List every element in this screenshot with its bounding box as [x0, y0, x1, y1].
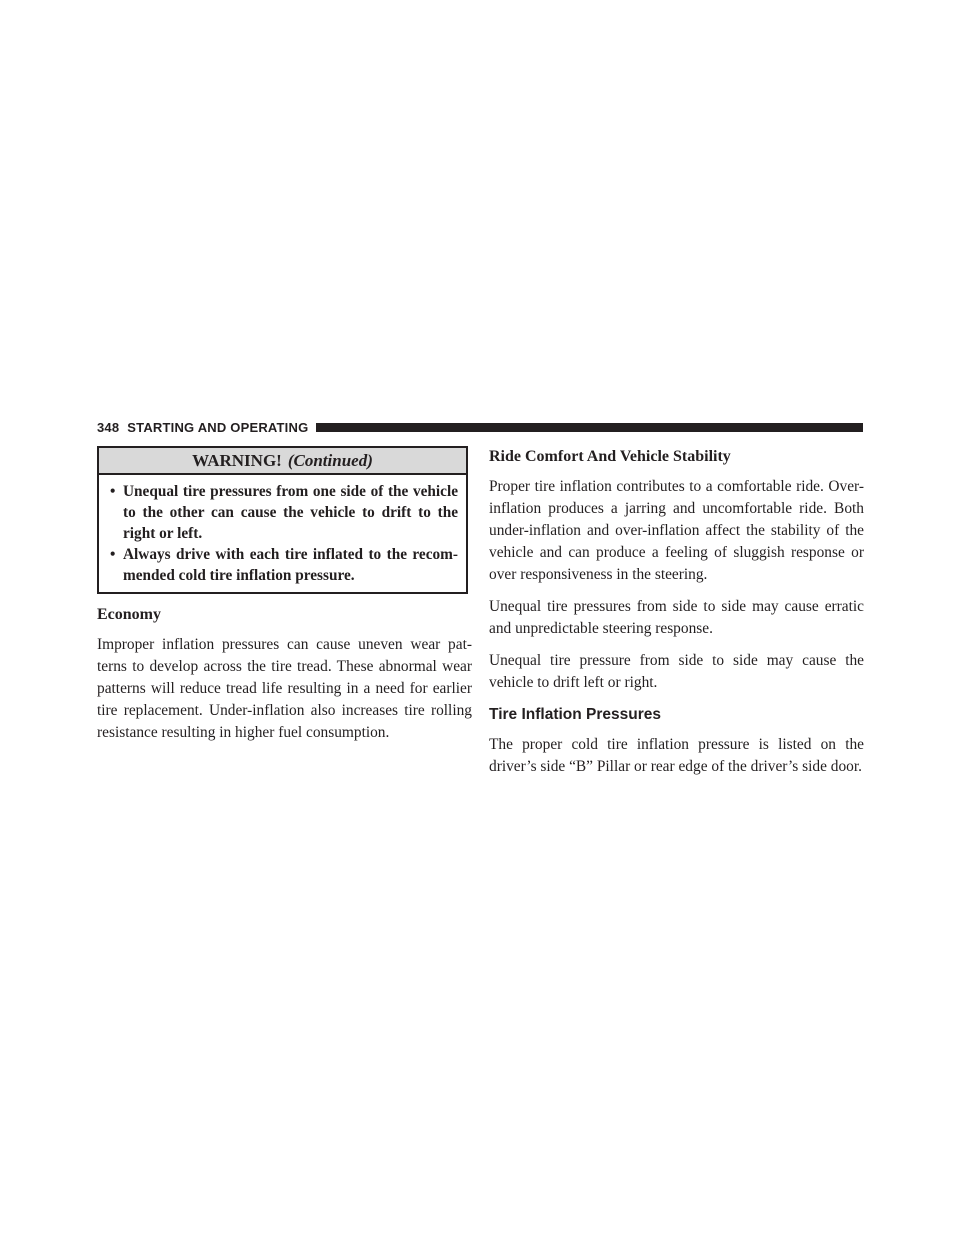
ride-comfort-paragraph: Unequal tire pressures from side to side may cause erratic and unpredictable steering response.	[489, 598, 864, 637]
left-column	[97, 446, 472, 744]
economy-heading: Economy	[97, 606, 161, 623]
warning-label: WARNING!	[192, 451, 282, 470]
warning-item	[107, 481, 458, 544]
warning-body	[99, 475, 466, 592]
warning-item-text: Always drive with each tire inflated to the recom-mended cold tire inflation pressure.	[123, 546, 458, 584]
warning-item	[107, 544, 458, 586]
ride-comfort-heading: Ride Comfort And Vehicle Stability	[489, 448, 731, 465]
tire-inflation-heading: Tire Inflation Pressures	[489, 706, 661, 723]
warning-item-text: Unequal tire pressures from one side of the vehicle to the other can cause the vehicle to drift to the right or left.	[123, 483, 458, 542]
ride-comfort-paragraph: Unequal tire pressure from side to side may cause the vehicle to drift left or right.	[489, 652, 864, 691]
page-number: 348	[97, 419, 120, 435]
warning-continued: (Continued)	[287, 451, 373, 470]
economy-paragraph: Improper inflation pressures can cause uneven wear pat-terns to develop across the tire tread. These abnormal wear patterns will reduce tread life resulting in a need for earlier tire replacement. Under-inflation also increases tire rolling resistance resulting in higher fuel consumption.	[97, 636, 472, 741]
warning-title	[99, 448, 466, 475]
right-column	[489, 446, 864, 778]
ride-comfort-paragraph: Proper tire inflation contributes to a comfortable ride. Over-inflation produces a jarring and uncomfortable ride. Both under-inflation and over-inflation affect the stability of the vehicle and can produce a feeling of sluggish response or over responsiveness in the steering.	[489, 478, 864, 583]
bullet-icon: •	[110, 546, 116, 563]
warning-box	[97, 446, 468, 594]
tire-inflation-paragraph: The proper cold tire inflation pressure is listed on the driver’s side “B” Pillar or rear edge of the driver’s side door.	[489, 736, 864, 775]
section-title: STARTING AND OPERATING	[127, 419, 309, 435]
header-rule	[316, 423, 863, 432]
page-header	[97, 417, 863, 437]
bullet-icon: •	[110, 483, 116, 500]
